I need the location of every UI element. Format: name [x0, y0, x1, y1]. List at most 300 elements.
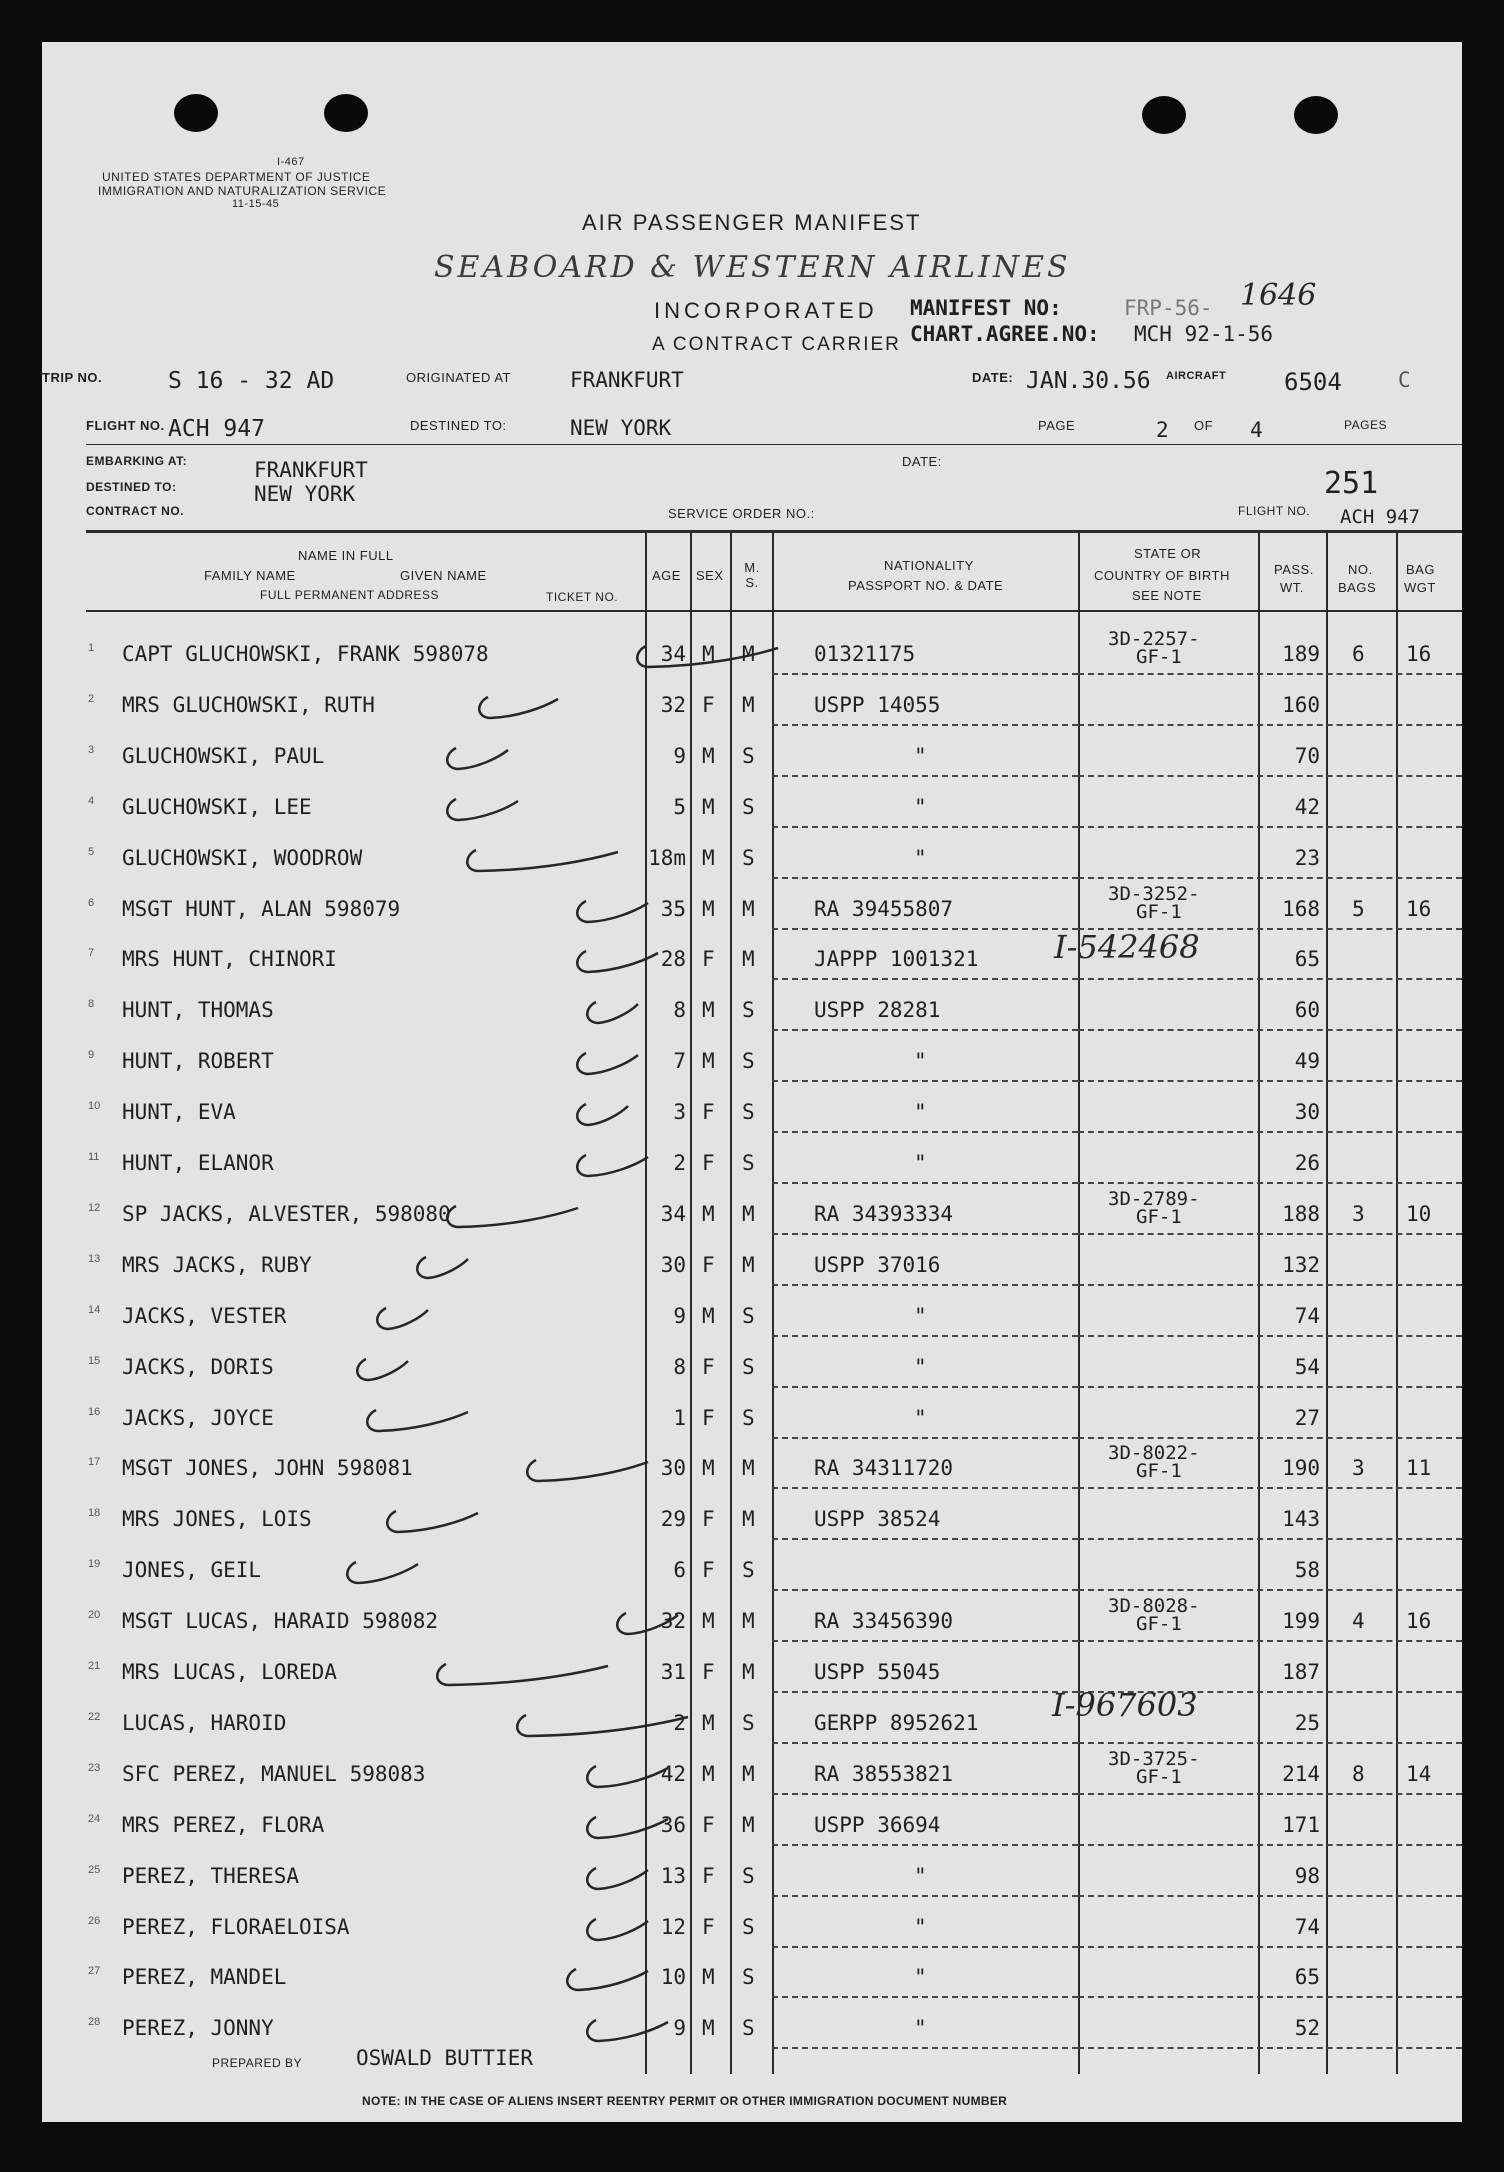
date-value: JAN.30.56: [1026, 368, 1151, 394]
sex-cell: M: [702, 642, 715, 666]
birth-cell: 3D-3725-: [1108, 1747, 1200, 1770]
contract-label: CONTRACT NO.: [86, 504, 184, 518]
check-mark-icon: [512, 1709, 692, 1743]
marital-status-cell: S: [742, 743, 755, 768]
check-mark-icon: [382, 1505, 482, 1539]
of-label: OF: [1194, 418, 1214, 433]
manifest-no-value: FRP-56-: [1124, 296, 1213, 320]
age-cell: 42: [660, 1761, 686, 1786]
bags-cell: 3: [1352, 1201, 1365, 1226]
bags-cell: 5: [1352, 896, 1365, 921]
check-mark-icon: [522, 1454, 652, 1488]
pass-weight-cell: 189: [1282, 642, 1320, 666]
passport-cell: ": [914, 794, 927, 819]
row-number: 17: [88, 1456, 101, 1469]
row-rule: [772, 1487, 1078, 1489]
bag-weight-cell: 16: [1406, 642, 1432, 666]
row-number: 24: [88, 1812, 101, 1825]
col-bag-wgt-2: WGT: [1404, 580, 1436, 595]
manifest-no-handwritten: 1646: [1240, 278, 1317, 313]
pass-weight-cell: 187: [1282, 1660, 1320, 1684]
passport-cell: USPP 36694: [814, 1812, 941, 1837]
marital-status-cell: S: [742, 1100, 755, 1125]
table-row: [42, 842, 1462, 878]
passenger-name: MRS HUNT, CHINORI: [122, 947, 337, 972]
row-rule: [772, 1437, 1078, 1439]
col-nationality: NATIONALITY: [884, 558, 974, 573]
row-rule: [1078, 1131, 1462, 1133]
age-cell: 30: [660, 1456, 686, 1481]
age-cell: 18m: [648, 845, 686, 870]
passenger-name: SFC PEREZ, MANUEL 598083: [122, 1761, 426, 1786]
age-cell: 13: [660, 1863, 686, 1888]
of-value: 4: [1250, 418, 1263, 442]
trip-label: TRIP NO.: [42, 370, 103, 385]
passenger-name: JACKS, DORIS: [122, 1354, 274, 1379]
form-date: 11-15-45: [232, 198, 280, 210]
row-rule: [772, 1589, 1078, 1591]
passenger-name: MSGT JONES, JOHN 598081: [122, 1456, 413, 1481]
bag-weight-cell: 10: [1406, 1201, 1432, 1226]
sex-cell: M: [702, 1049, 715, 1074]
punch-hole: [1294, 96, 1338, 134]
age-cell: 32: [660, 692, 686, 717]
table-row: [42, 689, 1462, 725]
row-number: 28: [88, 2016, 101, 2029]
table-row: [42, 1656, 1462, 1692]
marital-status-cell: S: [742, 2016, 755, 2041]
bags-cell: 4: [1352, 1609, 1365, 1634]
birth-cell-2: GF-1: [1136, 1765, 1182, 1788]
passenger-name: GLUCHOWSKI, LEE: [122, 794, 312, 819]
table-row: [42, 1300, 1462, 1336]
sex-cell: M: [702, 1303, 715, 1328]
marital-status-cell: S: [742, 1965, 755, 1990]
check-mark-icon: [572, 945, 662, 979]
col-name-full: NAME IN FULL: [298, 548, 394, 563]
row-number: 26: [88, 1914, 101, 1927]
check-mark-icon: [582, 996, 642, 1030]
row-number: 4: [88, 794, 95, 807]
table-row: [42, 1747, 1462, 1794]
marital-status-cell: M: [742, 1660, 755, 1684]
col-sex: SEX: [696, 568, 724, 583]
col-birth-1: STATE OR: [1134, 546, 1202, 561]
sex-cell: M: [702, 1456, 715, 1481]
aircraft-value: 6504: [1284, 368, 1342, 396]
pass-weight-cell: 49: [1294, 1049, 1320, 1074]
passenger-name: MRS JONES, LOIS: [122, 1507, 312, 1532]
sex-cell: M: [702, 794, 715, 819]
contract-carrier-text: A CONTRACT CARRIER: [652, 334, 901, 355]
originated-value: FRANKFURT: [570, 368, 684, 392]
row-rule: [772, 724, 1078, 726]
sex-cell: M: [702, 896, 715, 921]
prepared-by-value: OSWALD BUTTIER: [356, 2046, 534, 2070]
row-rule: [772, 1182, 1078, 1184]
table-row: [42, 882, 1462, 929]
alien-number-hunt: I-542468: [1054, 928, 1200, 966]
passenger-name: SP JACKS, ALVESTER, 598080: [122, 1201, 451, 1226]
row-rule: [1078, 1996, 1462, 1998]
table-row: [42, 791, 1462, 827]
table-row: [42, 628, 1462, 674]
table-top-rule: [86, 530, 1462, 533]
age-cell: 32: [660, 1609, 686, 1634]
pass-weight-cell: 42: [1294, 794, 1320, 819]
row-rule: [1078, 775, 1462, 777]
col-bag-wgt-1: BAG: [1406, 562, 1435, 577]
marital-status-cell: S: [742, 1151, 755, 1175]
passenger-name: MRS GLUCHOWSKI, RUTH: [122, 692, 375, 717]
marital-status-cell: M: [742, 1456, 755, 1481]
sex-cell: F: [702, 1863, 715, 1888]
table-row: [42, 943, 1462, 979]
row-rule: [1078, 1284, 1462, 1286]
passport-cell: 01321175: [814, 642, 916, 666]
row-rule: [1078, 724, 1462, 726]
bags-cell: 8: [1352, 1761, 1365, 1786]
date2-label: DATE:: [902, 454, 942, 469]
row-rule: [772, 1640, 1078, 1642]
sex-cell: F: [702, 1507, 715, 1532]
col-passport: PASSPORT NO. & DATE: [848, 578, 1004, 593]
age-cell: 35: [660, 896, 686, 921]
page-title: AIR PASSENGER MANIFEST: [582, 210, 922, 235]
row-number: 16: [88, 1405, 101, 1418]
marital-status-cell: S: [742, 1303, 755, 1328]
row-rule: [772, 673, 1078, 675]
originated-label: ORIGINATED AT: [406, 370, 511, 385]
row-rule: [772, 1844, 1078, 1846]
age-cell: 9: [673, 1303, 686, 1328]
row-number: 19: [88, 1558, 101, 1571]
bag-weight-cell: 16: [1406, 1609, 1432, 1634]
marital-status-cell: S: [742, 1354, 755, 1379]
table-row: [42, 1860, 1462, 1896]
punch-hole: [174, 94, 218, 132]
age-cell: 1: [673, 1405, 686, 1430]
sex-cell: M: [702, 845, 715, 870]
marital-status-cell: S: [742, 1710, 755, 1735]
pass-weight-cell: 168: [1282, 896, 1320, 921]
birth-cell-2: GF-1: [1136, 1205, 1182, 1228]
col-given: GIVEN NAME: [400, 568, 487, 583]
alien-number-lucas: I-967603: [1052, 1686, 1198, 1724]
sex-cell: F: [702, 1558, 715, 1583]
table-row: [42, 1961, 1462, 1997]
passenger-name: PEREZ, MANDEL: [122, 1965, 287, 1990]
passport-cell: ": [914, 1354, 927, 1379]
row-rule: [772, 1335, 1078, 1337]
pass-weight-cell: 65: [1294, 1965, 1320, 1990]
row-rule: [1078, 1335, 1462, 1337]
row-number: 18: [88, 1507, 101, 1520]
divider: [86, 444, 1462, 445]
marital-status-cell: S: [742, 1914, 755, 1939]
sex-cell: F: [702, 1914, 715, 1939]
row-rule: [1078, 1589, 1462, 1591]
destined2-value: NEW YORK: [254, 482, 356, 506]
number-251: 251: [1324, 466, 1379, 501]
passenger-name: GLUCHOWSKI, PAUL: [122, 743, 325, 768]
row-number: 25: [88, 1863, 101, 1876]
check-mark-icon: [442, 742, 512, 776]
row-rule: [1078, 1793, 1462, 1795]
row-number: 15: [88, 1354, 101, 1367]
sex-cell: M: [702, 1710, 715, 1735]
sex-cell: F: [702, 1252, 715, 1277]
passport-cell: USPP 38524: [814, 1507, 941, 1532]
row-number: 27: [88, 1965, 101, 1978]
age-cell: 6: [673, 1558, 686, 1583]
check-mark-icon: [572, 1047, 642, 1081]
marital-status-cell: S: [742, 1863, 755, 1888]
passenger-name: HUNT, THOMAS: [122, 998, 274, 1023]
pass-weight-cell: 171: [1282, 1812, 1320, 1837]
punch-hole: [324, 94, 368, 132]
marital-status-cell: M: [742, 1761, 755, 1786]
row-number: 20: [88, 1609, 101, 1622]
passport-cell: RA 38553821: [814, 1761, 954, 1786]
row-rule: [1078, 1182, 1462, 1184]
table-row: [42, 1554, 1462, 1590]
passport-cell: ": [914, 2016, 927, 2041]
pass-weight-cell: 160: [1282, 692, 1320, 717]
table-row: [42, 740, 1462, 776]
check-mark-icon: [352, 1353, 412, 1387]
passenger-name: HUNT, ELANOR: [122, 1151, 274, 1175]
row-number: 13: [88, 1252, 101, 1265]
pass-weight-cell: 70: [1294, 743, 1320, 768]
age-cell: 7: [673, 1049, 686, 1074]
table-row: [42, 1351, 1462, 1387]
passenger-name: GLUCHOWSKI, WOODROW: [122, 845, 363, 870]
col-bags-1: NO.: [1348, 562, 1373, 577]
row-number: 10: [88, 1100, 101, 1113]
birth-cell: 3D-3252-: [1108, 882, 1200, 905]
passport-cell: ": [914, 1914, 927, 1939]
age-cell: 12: [660, 1914, 686, 1939]
age-cell: 10: [660, 1965, 686, 1990]
marital-status-cell: S: [742, 845, 755, 870]
row-rule: [1078, 1487, 1462, 1489]
pass-weight-cell: 214: [1282, 1761, 1320, 1786]
marital-status-cell: M: [742, 1507, 755, 1532]
passenger-name: JACKS, VESTER: [122, 1303, 287, 1328]
row-rule: [1078, 1640, 1462, 1642]
flight2-label: FLIGHT NO.: [1238, 504, 1311, 518]
row-rule: [772, 1793, 1078, 1795]
row-number: 11: [88, 1151, 100, 1163]
sex-cell: M: [702, 1201, 715, 1226]
passenger-name: JACKS, JOYCE: [122, 1405, 274, 1430]
age-cell: 30: [660, 1252, 686, 1277]
age-cell: 2: [673, 1151, 686, 1175]
passport-cell: ": [914, 743, 927, 768]
row-rule: [772, 1386, 1078, 1388]
pass-weight-cell: 188: [1282, 1201, 1320, 1226]
passport-cell: ": [914, 1965, 927, 1990]
row-number: 21: [88, 1660, 101, 1672]
table-row: [42, 1911, 1462, 1947]
check-mark-icon: [432, 1658, 612, 1692]
marital-status-cell: S: [742, 1558, 755, 1583]
birth-cell: 3D-8028-: [1108, 1595, 1200, 1618]
pass-weight-cell: 74: [1294, 1303, 1320, 1328]
passenger-name: PEREZ, JONNY: [122, 2016, 274, 2041]
pass-weight-cell: 74: [1294, 1914, 1320, 1939]
check-mark-icon: [442, 1200, 582, 1234]
col-family: FAMILY NAME: [204, 568, 296, 583]
flight-label: FLIGHT NO.: [86, 418, 165, 433]
col-bags-2: BAGS: [1338, 580, 1377, 595]
check-mark-icon: [372, 1302, 432, 1336]
table-row: [42, 1147, 1462, 1183]
sex-cell: M: [702, 1965, 715, 1990]
row-rule: [772, 1284, 1078, 1286]
age-cell: 8: [673, 1354, 686, 1379]
passport-cell: USPP 28281: [814, 998, 941, 1023]
row-number: 9: [88, 1049, 95, 1062]
pass-weight-cell: 98: [1294, 1863, 1320, 1888]
passport-cell: ": [914, 1405, 927, 1430]
col-age: AGE: [652, 568, 681, 583]
check-mark-icon: [612, 1607, 682, 1641]
birth-cell: 3D-2257-: [1108, 628, 1200, 650]
pass-weight-cell: 190: [1282, 1456, 1320, 1481]
row-rule: [1078, 1386, 1462, 1388]
chart-agree-label: CHART.AGREE.NO:: [910, 322, 1100, 346]
flight2-value: ACH 947: [1340, 506, 1421, 528]
row-rule: [772, 1029, 1078, 1031]
col-birth-3: SEE NOTE: [1132, 588, 1202, 603]
pass-weight-cell: 65: [1294, 947, 1320, 972]
row-number: 14: [88, 1303, 101, 1316]
check-mark-icon: [362, 1404, 472, 1438]
pass-weight-cell: 52: [1294, 2016, 1320, 2041]
punch-hole: [1142, 96, 1186, 134]
check-mark-icon: [582, 1760, 672, 1794]
age-cell: 31: [660, 1660, 686, 1684]
passenger-name: HUNT, EVA: [122, 1100, 236, 1125]
passport-cell: ": [914, 1100, 927, 1125]
table-header-rule: [86, 610, 1462, 612]
row-number: 7: [88, 947, 95, 960]
row-rule: [772, 1946, 1078, 1948]
check-mark-icon: [342, 1556, 422, 1590]
row-number: 3: [88, 743, 95, 756]
check-mark-icon: [442, 793, 522, 827]
row-rule: [1078, 1080, 1462, 1082]
passenger-name: JONES, GEIL: [122, 1558, 262, 1583]
row-rule: [772, 826, 1078, 828]
passport-cell: USPP 14055: [814, 692, 941, 717]
row-rule: [772, 1233, 1078, 1235]
passport-cell: ": [914, 1863, 927, 1888]
marital-status-cell: M: [742, 642, 755, 666]
check-mark-icon: [632, 640, 782, 674]
passenger-name: MRS PEREZ, FLORA: [122, 1812, 325, 1837]
check-mark-icon: [562, 1963, 652, 1997]
row-rule: [772, 2047, 1078, 2049]
table-row: [42, 1503, 1462, 1539]
row-rule: [1078, 1029, 1462, 1031]
check-mark-icon: [474, 691, 562, 725]
check-mark-icon: [572, 895, 652, 929]
row-rule: [1078, 826, 1462, 828]
embarking-label: EMBARKING AT:: [86, 454, 188, 468]
aircraft-label: AIRCRAFT: [1166, 370, 1227, 382]
row-rule: [1078, 2047, 1462, 2049]
destined2-label: DESTINED TO:: [86, 480, 177, 494]
row-rule: [1078, 1742, 1462, 1744]
passport-cell: RA 34393334: [814, 1201, 954, 1226]
passport-cell: GERPP 8952621: [814, 1710, 979, 1735]
check-mark-icon: [582, 1811, 672, 1845]
passport-cell: ": [914, 1151, 927, 1175]
marital-status-cell: M: [742, 896, 755, 921]
bag-weight-cell: 11: [1406, 1456, 1432, 1481]
table-row: [42, 1096, 1462, 1132]
check-mark-icon: [572, 1149, 652, 1183]
row-number: 23: [88, 1761, 101, 1774]
marital-status-cell: S: [742, 1405, 755, 1430]
col-pass-wt-2: WT.: [1280, 580, 1304, 595]
check-mark-icon: [462, 844, 622, 878]
trip-value: S 16 - 32 AD: [168, 368, 335, 394]
row-rule: [772, 978, 1078, 980]
row-rule: [1078, 978, 1462, 980]
table-row: [42, 2012, 1462, 2048]
passport-cell: RA 39455807: [814, 896, 954, 921]
birth-cell-2: GF-1: [1136, 1460, 1182, 1483]
birth-cell: 3D-2789-: [1108, 1187, 1200, 1210]
passenger-name: MRS JACKS, RUBY: [122, 1252, 312, 1277]
row-rule: [1078, 1538, 1462, 1540]
manifest-no-label: MANIFEST NO:: [910, 296, 1062, 320]
pages-label: PAGES: [1344, 418, 1387, 432]
row-rule: [772, 928, 1078, 930]
row-rule: [1078, 1233, 1462, 1235]
age-cell: 3: [673, 1100, 686, 1125]
page-label: PAGE: [1038, 418, 1076, 433]
table-row: [42, 1402, 1462, 1438]
passport-cell: ": [914, 1303, 927, 1328]
row-number: 5: [88, 845, 95, 858]
chart-agree-value: MCH 92-1-56: [1134, 322, 1274, 346]
passenger-name: MSGT HUNT, ALAN 598079: [122, 896, 401, 921]
birth-cell: 3D-8022-: [1108, 1442, 1200, 1465]
row-rule: [1078, 877, 1462, 879]
pass-weight-cell: 60: [1294, 998, 1320, 1023]
marital-status-cell: M: [742, 1812, 755, 1837]
table-row: [42, 1809, 1462, 1845]
age-cell: 29: [660, 1507, 686, 1532]
airline-name: SEABOARD & WESTERN AIRLINES: [434, 250, 1071, 285]
sex-cell: F: [702, 1354, 715, 1379]
sex-cell: M: [702, 998, 715, 1023]
row-rule: [772, 1080, 1078, 1082]
sex-cell: F: [702, 1405, 715, 1430]
table-row: [42, 1045, 1462, 1081]
col-birth-2: COUNTRY OF BIRTH: [1094, 568, 1230, 583]
agency-dept: UNITED STATES DEPARTMENT OF JUSTICE: [102, 170, 371, 184]
age-cell: 28: [660, 947, 686, 972]
table-row: [42, 1187, 1462, 1234]
check-mark-icon: [412, 1251, 472, 1285]
sex-cell: M: [702, 2016, 715, 2041]
